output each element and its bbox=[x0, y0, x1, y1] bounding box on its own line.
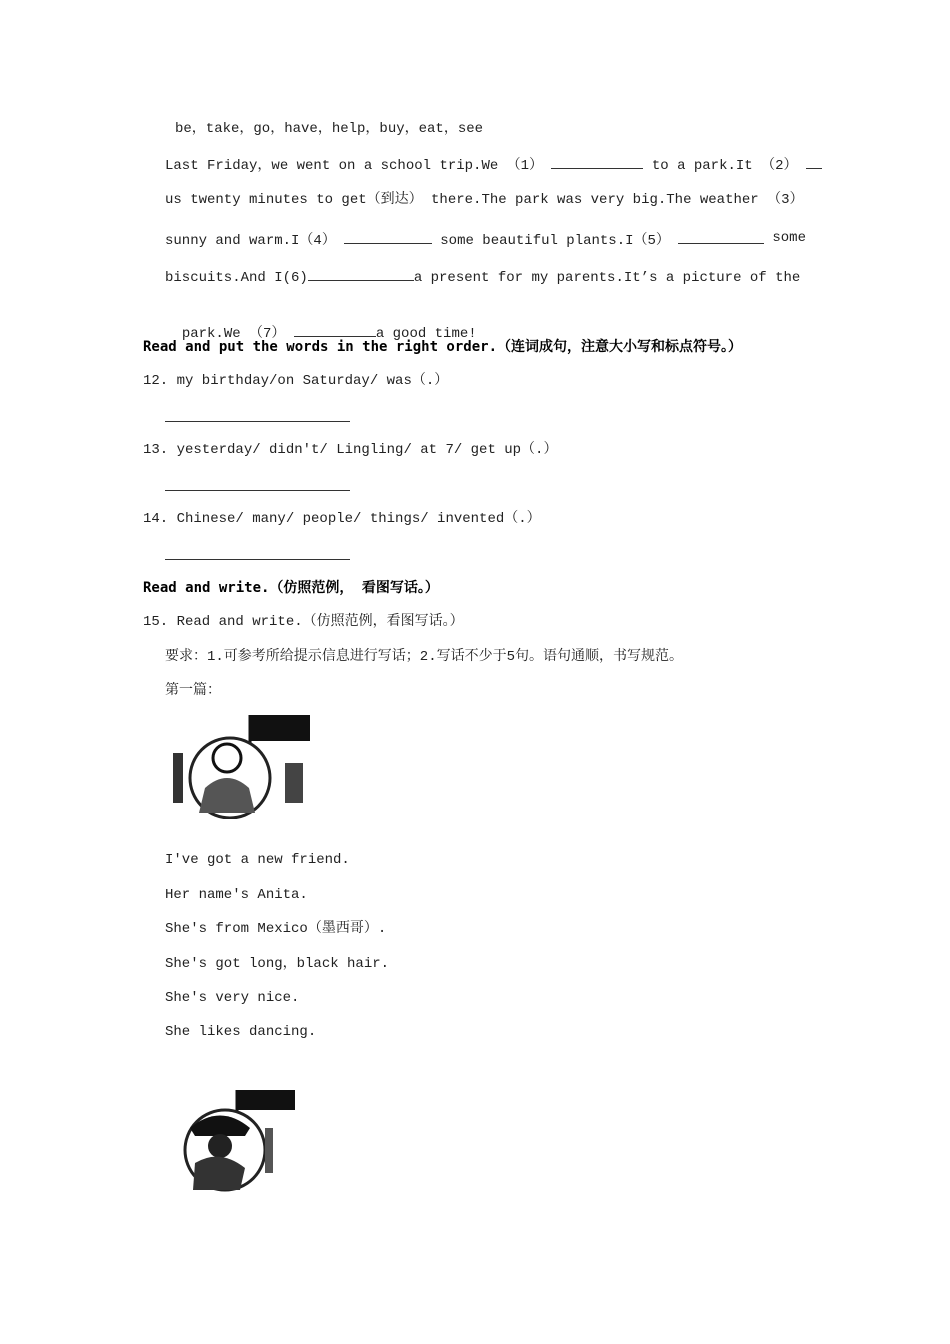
passage-line-3 bbox=[165, 229, 806, 250]
passage-text: a good time! bbox=[375, 326, 477, 342]
passage-text: park.We （7） bbox=[181, 326, 286, 342]
example-line-2: Her name's Anita. bbox=[165, 887, 308, 903]
blank-4[interactable] bbox=[344, 229, 432, 244]
blank-7[interactable] bbox=[294, 322, 376, 337]
passage-text: to a park.It （2） bbox=[651, 158, 798, 174]
section-heading-order: Read and put the words in the right order.（连词成句，注意大小写和标点符号。） bbox=[143, 339, 743, 355]
example-line-5: She's very nice. bbox=[165, 990, 300, 1006]
blank-2[interactable] bbox=[806, 154, 822, 169]
blank-1[interactable] bbox=[551, 154, 643, 169]
girl-with-flag-illustration bbox=[165, 713, 311, 819]
part-label: 第一篇： bbox=[165, 683, 221, 699]
section-heading-write: Read and write.（仿照范例， 看图写话。） bbox=[143, 580, 439, 596]
example-line-3: She's from Mexico（墨西哥）. bbox=[165, 921, 387, 937]
blank-6[interactable] bbox=[308, 266, 414, 281]
passage-text: sunny and warm.I（4） bbox=[165, 233, 336, 249]
question-15: 15. Read and write.（仿照范例，看图写话。） bbox=[143, 614, 464, 630]
answer-line-13[interactable] bbox=[165, 490, 350, 491]
requirement-text: 要求：1.可参考所给提示信息进行写话；2.写话不少于5句。语句通顺，书写规范。 bbox=[165, 649, 684, 665]
passage-text: Last Friday，we went on a school trip.We （1） bbox=[165, 158, 544, 174]
answer-line-12[interactable] bbox=[165, 421, 350, 422]
passage-line-2: us twenty minutes to get（到达） there.The park was very big.The weather （3） bbox=[165, 192, 804, 208]
passage-text: biscuits.And I(6) bbox=[165, 270, 308, 286]
passage-text: some beautiful plants.I（5） bbox=[440, 233, 670, 249]
question-13: 13. yesterday/ didn't/ Lingling/ at 7/ get up（.） bbox=[143, 442, 558, 458]
passage-line-1 bbox=[165, 154, 806, 175]
passage-text: some bbox=[772, 230, 806, 246]
boy-with-flag-illustration bbox=[165, 1088, 297, 1194]
blank-5[interactable] bbox=[678, 229, 764, 244]
question-12: 12. my birthday/on Saturday/ was（.） bbox=[143, 373, 449, 389]
passage-text: a present for my parents.It’s a picture of the bbox=[413, 270, 801, 286]
passage-line-4 bbox=[165, 266, 806, 287]
answer-line-14[interactable] bbox=[165, 559, 350, 560]
word-bank: be，take，go，have，help，buy，eat，see bbox=[175, 121, 484, 137]
example-line-4: She's got long，black hair. bbox=[165, 956, 390, 972]
example-line-6: She likes dancing. bbox=[165, 1024, 317, 1040]
question-14: 14. Chinese/ many/ people/ things/ invented（.） bbox=[143, 511, 541, 527]
example-line-1: I've got a new friend. bbox=[165, 852, 350, 868]
